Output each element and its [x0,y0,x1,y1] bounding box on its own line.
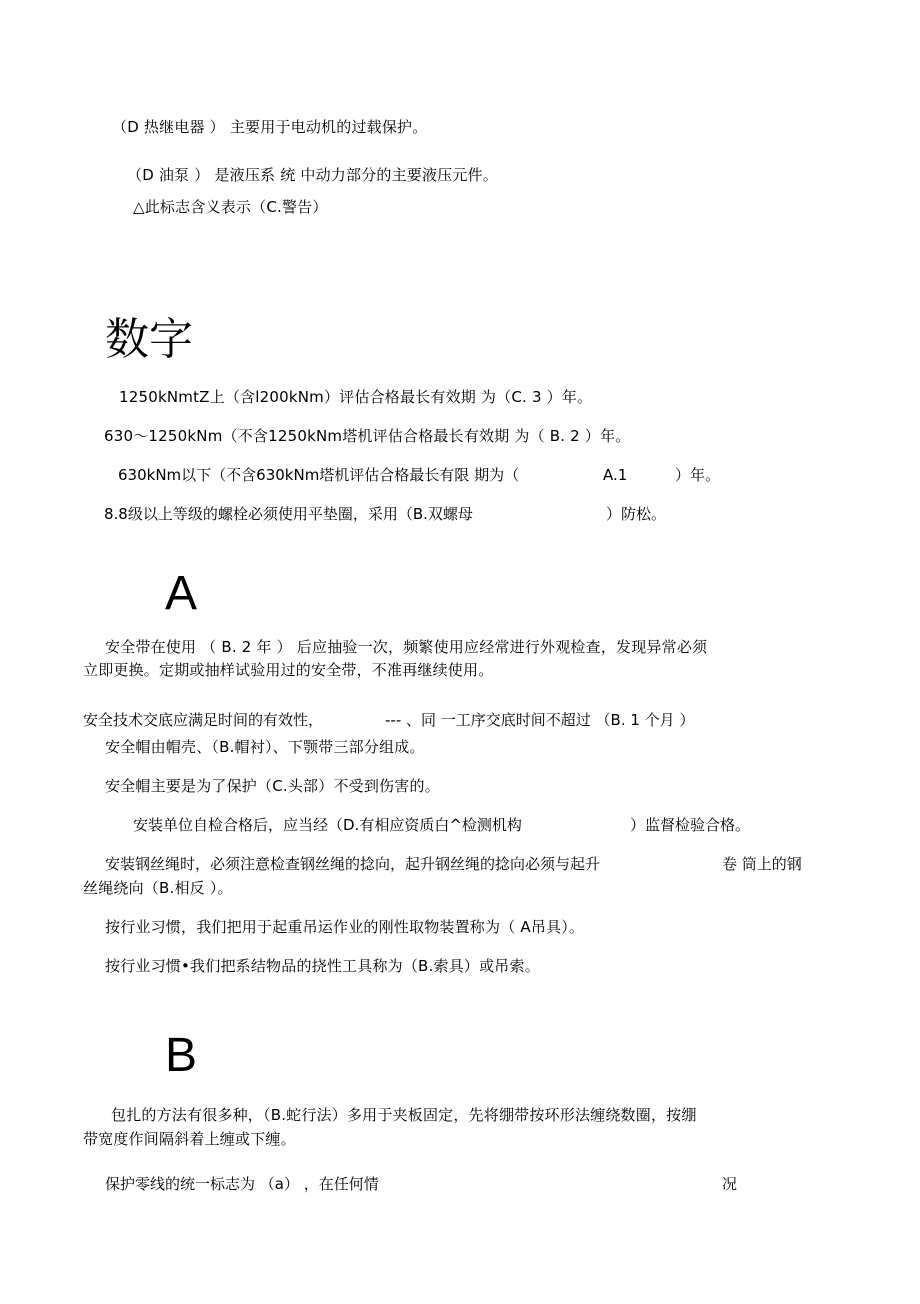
b-line-3-end: 况 [722,1175,738,1193]
numbers-line-4: 8.8级以上等级的螺栓必须使用平垫圈，采用（B.双螺母 [104,505,473,523]
b-line-2: 带宽度作间隔斜着上缠或下缠。 [83,1130,296,1148]
top-line-2: （D 油泵 ） 是液压系 统 中动力部分的主要液压元件。 [127,166,498,184]
numbers-line-1: 1250kNmtZ上（含l200kNm）评估合格最长有效期 为（C. 3 ）年。 [119,388,593,406]
section-heading-b: B [165,1029,198,1082]
top-line-3: △此标志含义表示（C.警告） [133,198,328,216]
top-line-1: （D 热继电器 ） 主要用于电动机的过载保护。 [112,118,428,136]
a-line-8: 丝绳绕向（B.相反 ）。 [83,879,233,897]
a-line-9: 按行业习惯，我们把用于起重吊运作业的刚性取物装置称为（ A吊具）。 [105,918,585,936]
section-heading-numbers: 数字 [105,314,193,365]
a-line-5: 安全帽主要是为了保护（C.头部）不受到伤害的。 [105,777,440,795]
a-line-1: 安全带在使用 （ B. 2 年 ） 后应抽验一次，频繁使用应经常进行外观检查，发现异常必须 [105,638,708,656]
section-heading-a: A [165,567,198,620]
numbers-line-4-end: ）防松。 [606,505,667,523]
a-line-3-end: --- 、同 一工序交底时间不超过 （B. 1 个月 ） [385,711,695,729]
a-line-3: 安全技术交底应满足时间的有效性， [83,711,324,729]
a-line-2: 立即更换。定期或抽样试验用过的安全带，不准再继续使用。 [83,661,494,679]
a-line-10: 按行业习惯•我们把系结物品的挠性工具称为（B.索具）或吊索。 [105,957,540,975]
a-line-6-end: ）监督检验合格。 [630,816,751,834]
b-line-3: 保护零线的统一标志为 （a） ，在任何情 [105,1175,379,1193]
a-line-6: 安装单位自检合格后，应当经（D.有相应资质白^检测机构 [133,816,522,834]
numbers-line-3: 630kNm以下（不含630kNm塔机评估合格最长有限 期为（ [118,466,520,484]
b-line-1: 包扎的方法有很多种，（B.蛇行法）多用于夹板固定，先将绷带按环形法缠绕数圈，按绷 [111,1106,697,1124]
numbers-line-3-end: ）年。 [675,466,721,484]
numbers-line-2: 630～1250kNm（不含1250kNm塔机评估合格最长有效期 为（ B. 2 ）年。 [104,427,631,445]
a-line-7-end: 卷 筒上的钢 [722,855,802,873]
a-line-4: 安全帽由帽壳、（B.帽衬）、下颚带三部分组成。 [105,738,425,756]
a-line-7: 安装钢丝绳时，必须注意检查钢丝绳的捻向，起升钢丝绳的捻向必须与起升 [105,855,601,873]
numbers-line-3-answer: A.1 [603,466,628,484]
